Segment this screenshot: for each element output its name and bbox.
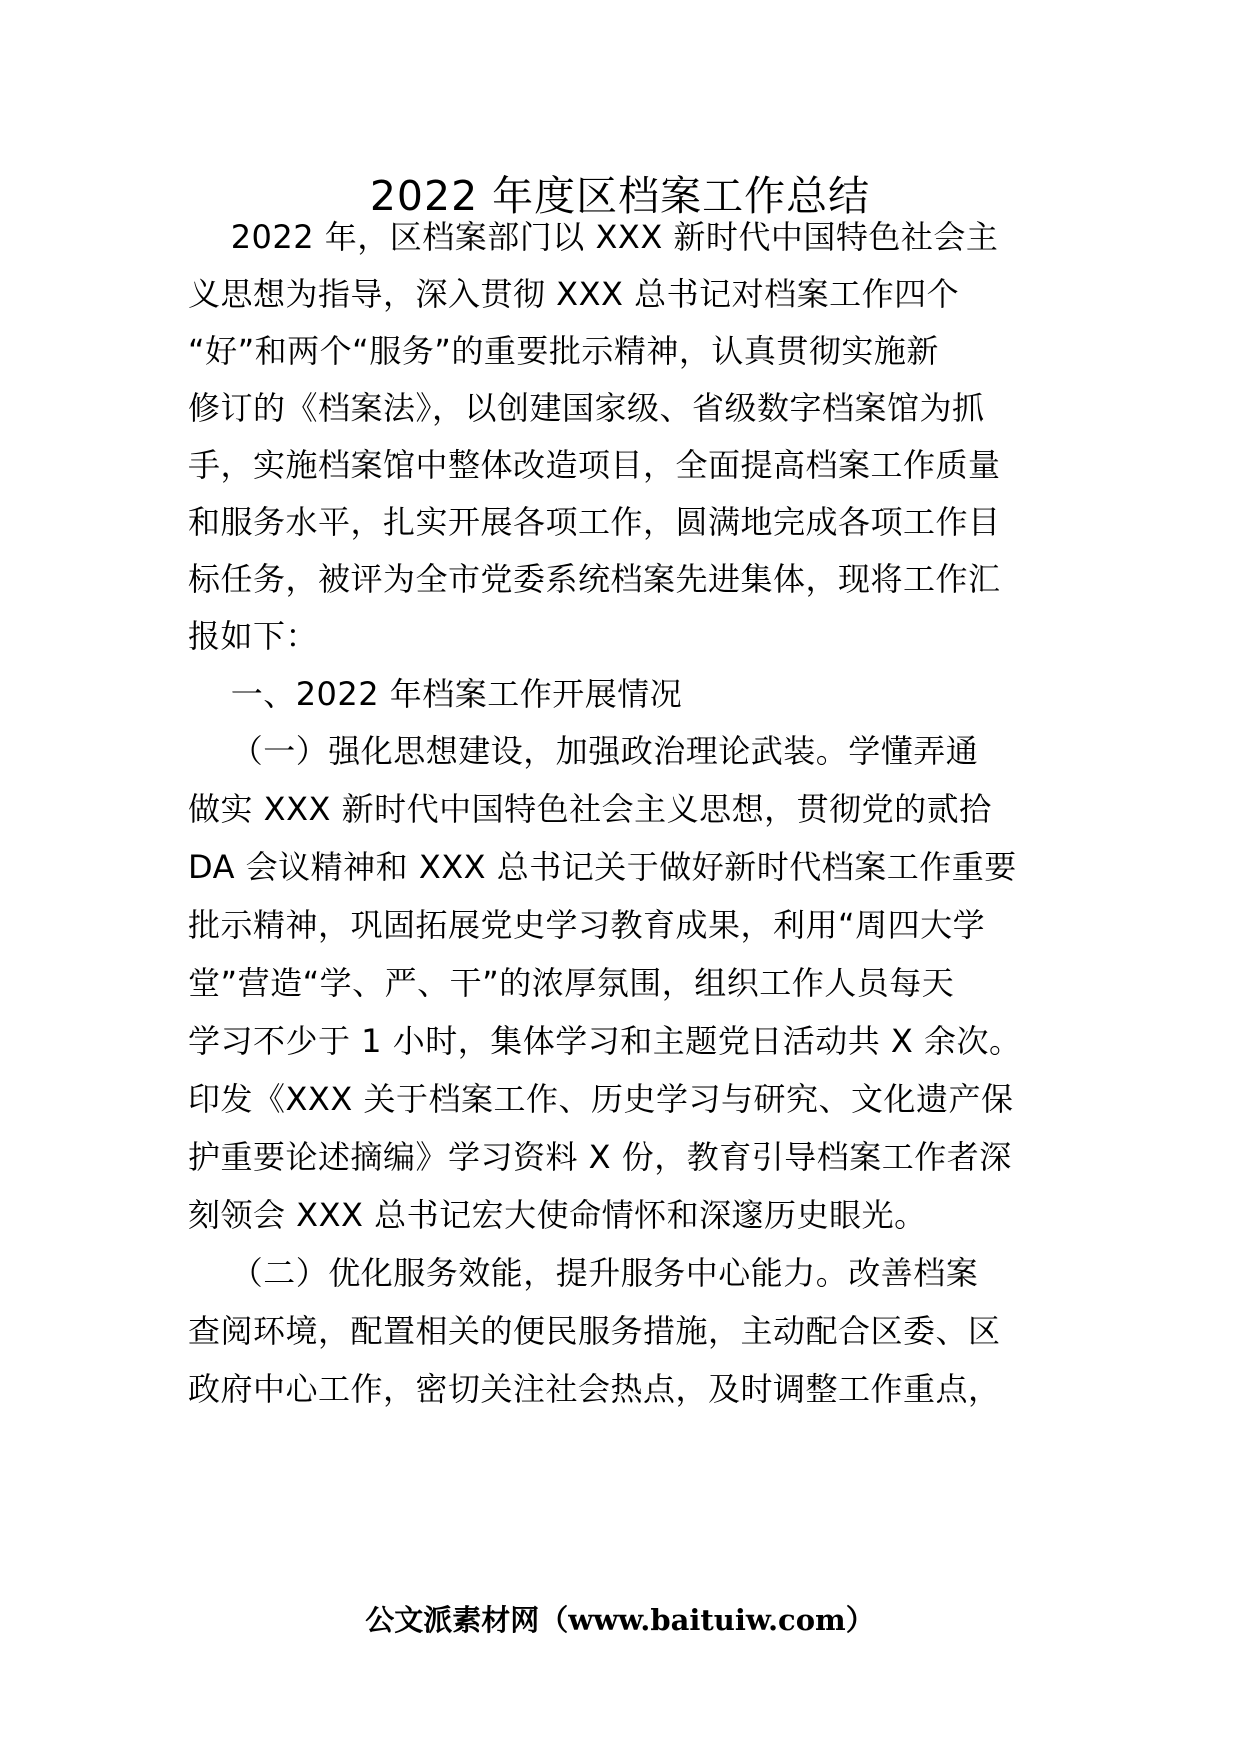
body-line: 做实 XXX 新时代中国特色社会主义思想，贯彻党的贰拾 bbox=[188, 790, 992, 828]
body-line: 学习不少于 1 小时，集体学习和主题党日活动共 X 余次。 bbox=[188, 1022, 1022, 1060]
body-line: 政府中心工作，密切关注社会热点，及时调整工作重点， bbox=[188, 1370, 1001, 1408]
body-line: 批示精神，巩固拓展党史学习教育成果，利用“周四大学 bbox=[188, 906, 986, 944]
body-line: 和服务水平，扎实开展各项工作，圆满地完成各项工作目 bbox=[188, 503, 1001, 541]
section-heading: 一、2022 年档案工作开展情况 bbox=[188, 675, 683, 713]
body-line: 护重要论述摘编》学习资料 X 份，教育引导档案工作者深 bbox=[188, 1138, 1012, 1176]
body-line: “好”和两个“服务”的重要批示精神，认真贯彻实施新 bbox=[188, 332, 939, 370]
body-line: 义思想为指导，深入贯彻 XXX 总书记对档案工作四个 bbox=[188, 275, 960, 313]
document-title: 2022 年度区档案工作总结 bbox=[369, 172, 871, 220]
body-line: 手，实施档案馆中整体改造项目，全面提高档案工作质量 bbox=[188, 446, 1001, 484]
body-line: 2022 年，区档案部门以 XXX 新时代中国特色社会主 bbox=[188, 218, 999, 256]
body-line: 标任务，被评为全市党委系统档案先进集体，现将工作汇 bbox=[188, 560, 1001, 598]
body-line: （二）优化服务效能，提升服务中心能力。改善档案 bbox=[188, 1254, 979, 1292]
body-line: 刻领会 XXX 总书记宏大使命情怀和深邃历史眼光。 bbox=[188, 1196, 927, 1234]
body-line: （一）强化思想建设，加强政治理论武装。学懂弄通 bbox=[188, 732, 979, 770]
body-line: 报如下： bbox=[188, 617, 319, 655]
body-line: 印发《XXX 关于档案工作、历史学习与研究、文化遗产保 bbox=[188, 1080, 1014, 1118]
body-line: DA 会议精神和 XXX 总书记关于做好新时代档案工作重要 bbox=[188, 848, 1017, 886]
body-line: 堂”营造“学、严、干”的浓厚氛围，组织工作人员每天 bbox=[188, 964, 955, 1002]
footer-watermark: 公文派素材网（www.baituiw.com） bbox=[365, 1603, 875, 1637]
body-line: 修订的《档案法》，以创建国家级、省级数字档案馆为抓 bbox=[188, 389, 985, 427]
body-line: 查阅环境，配置相关的便民服务措施，主动配合区委、区 bbox=[188, 1312, 1001, 1350]
